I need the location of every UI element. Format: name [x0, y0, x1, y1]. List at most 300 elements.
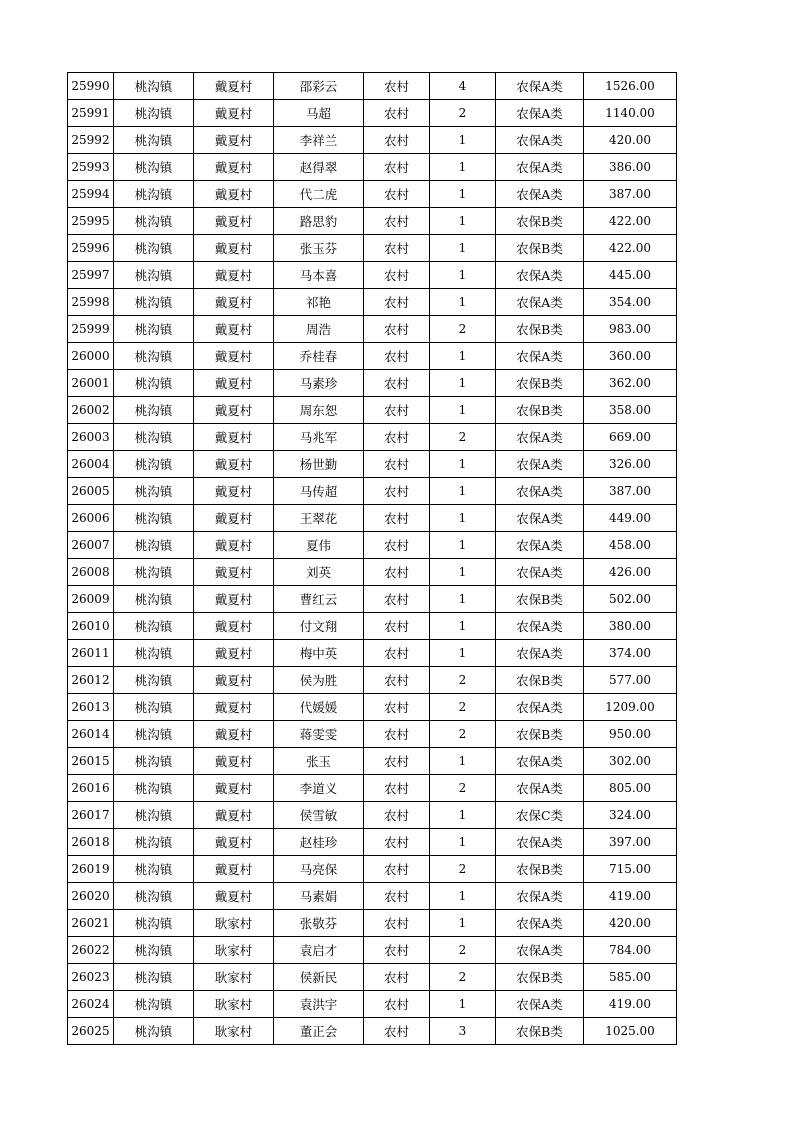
table-row	[68, 559, 677, 586]
cell-id: 26000	[68, 343, 114, 370]
cell-category: 农保B类	[496, 856, 584, 883]
cell-type: 农村	[364, 775, 430, 802]
table-row	[68, 370, 677, 397]
cell-category: 农保A类	[496, 478, 584, 505]
table-row	[68, 883, 677, 910]
cell-count: 3	[430, 1018, 496, 1045]
cell-category: 农保A类	[496, 829, 584, 856]
cell-name: 周浩	[274, 316, 364, 343]
cell-category: 农保B类	[496, 316, 584, 343]
cell-amount: 426.00	[584, 559, 677, 586]
cell-id: 26007	[68, 532, 114, 559]
cell-count: 2	[430, 721, 496, 748]
cell-town: 桃沟镇	[114, 397, 194, 424]
cell-type: 农村	[364, 559, 430, 586]
cell-id: 25993	[68, 154, 114, 181]
cell-amount: 362.00	[584, 370, 677, 397]
cell-village: 耿家村	[194, 991, 274, 1018]
cell-id: 25996	[68, 235, 114, 262]
cell-town: 桃沟镇	[114, 505, 194, 532]
cell-count: 1	[430, 910, 496, 937]
cell-town: 桃沟镇	[114, 100, 194, 127]
cell-name: 马本喜	[274, 262, 364, 289]
cell-village: 戴夏村	[194, 856, 274, 883]
cell-id: 26025	[68, 1018, 114, 1045]
table-row	[68, 397, 677, 424]
cell-village: 耿家村	[194, 964, 274, 991]
cell-type: 农村	[364, 235, 430, 262]
cell-amount: 302.00	[584, 748, 677, 775]
cell-town: 桃沟镇	[114, 694, 194, 721]
cell-category: 农保B类	[496, 667, 584, 694]
cell-amount: 784.00	[584, 937, 677, 964]
cell-amount: 669.00	[584, 424, 677, 451]
table-row	[68, 775, 677, 802]
table-row	[68, 910, 677, 937]
cell-category: 农保C类	[496, 802, 584, 829]
cell-count: 1	[430, 208, 496, 235]
cell-village: 戴夏村	[194, 829, 274, 856]
cell-village: 戴夏村	[194, 451, 274, 478]
cell-town: 桃沟镇	[114, 829, 194, 856]
cell-category: 农保A类	[496, 181, 584, 208]
cell-village: 戴夏村	[194, 262, 274, 289]
cell-name: 侯雪敏	[274, 802, 364, 829]
cell-amount: 422.00	[584, 208, 677, 235]
cell-town: 桃沟镇	[114, 316, 194, 343]
cell-town: 桃沟镇	[114, 937, 194, 964]
cell-name: 祁艳	[274, 289, 364, 316]
cell-type: 农村	[364, 748, 430, 775]
cell-count: 1	[430, 586, 496, 613]
cell-name: 赵桂珍	[274, 829, 364, 856]
cell-count: 1	[430, 883, 496, 910]
cell-type: 农村	[364, 100, 430, 127]
cell-type: 农村	[364, 937, 430, 964]
cell-count: 1	[430, 397, 496, 424]
cell-count: 1	[430, 613, 496, 640]
cell-amount: 449.00	[584, 505, 677, 532]
cell-town: 桃沟镇	[114, 856, 194, 883]
cell-village: 耿家村	[194, 1018, 274, 1045]
cell-village: 戴夏村	[194, 289, 274, 316]
cell-town: 桃沟镇	[114, 640, 194, 667]
cell-type: 农村	[364, 640, 430, 667]
cell-id: 26024	[68, 991, 114, 1018]
cell-type: 农村	[364, 505, 430, 532]
cell-name: 杨世勤	[274, 451, 364, 478]
cell-name: 蒋雯雯	[274, 721, 364, 748]
cell-amount: 458.00	[584, 532, 677, 559]
cell-id: 26004	[68, 451, 114, 478]
cell-name: 马传超	[274, 478, 364, 505]
table-row	[68, 748, 677, 775]
cell-category: 农保B类	[496, 964, 584, 991]
cell-type: 农村	[364, 208, 430, 235]
cell-town: 桃沟镇	[114, 73, 194, 100]
cell-amount: 354.00	[584, 289, 677, 316]
cell-type: 农村	[364, 154, 430, 181]
cell-village: 戴夏村	[194, 883, 274, 910]
cell-name: 邵彩云	[274, 73, 364, 100]
cell-type: 农村	[364, 829, 430, 856]
cell-count: 1	[430, 532, 496, 559]
cell-count: 2	[430, 100, 496, 127]
cell-count: 2	[430, 775, 496, 802]
cell-village: 戴夏村	[194, 694, 274, 721]
cell-amount: 420.00	[584, 910, 677, 937]
cell-type: 农村	[364, 694, 430, 721]
cell-name: 刘英	[274, 559, 364, 586]
table-row	[68, 1018, 677, 1045]
cell-village: 戴夏村	[194, 397, 274, 424]
cell-village: 戴夏村	[194, 667, 274, 694]
table-row	[68, 343, 677, 370]
cell-id: 26015	[68, 748, 114, 775]
cell-name: 侯为胜	[274, 667, 364, 694]
cell-name: 路思豹	[274, 208, 364, 235]
table-row	[68, 640, 677, 667]
cell-name: 李道义	[274, 775, 364, 802]
cell-type: 农村	[364, 721, 430, 748]
cell-town: 桃沟镇	[114, 154, 194, 181]
cell-town: 桃沟镇	[114, 613, 194, 640]
table-row	[68, 856, 677, 883]
cell-id: 26020	[68, 883, 114, 910]
cell-village: 戴夏村	[194, 316, 274, 343]
cell-category: 农保A类	[496, 451, 584, 478]
cell-town: 桃沟镇	[114, 289, 194, 316]
cell-category: 农保A类	[496, 640, 584, 667]
cell-name: 周东恕	[274, 397, 364, 424]
cell-name: 赵得翠	[274, 154, 364, 181]
cell-category: 农保A类	[496, 343, 584, 370]
cell-count: 1	[430, 181, 496, 208]
table-row	[68, 937, 677, 964]
cell-amount: 585.00	[584, 964, 677, 991]
table-row	[68, 316, 677, 343]
table-row	[68, 964, 677, 991]
cell-type: 农村	[364, 424, 430, 451]
cell-town: 桃沟镇	[114, 262, 194, 289]
cell-type: 农村	[364, 289, 430, 316]
cell-id: 25991	[68, 100, 114, 127]
cell-town: 桃沟镇	[114, 208, 194, 235]
cell-name: 代二虎	[274, 181, 364, 208]
cell-type: 农村	[364, 532, 430, 559]
cell-count: 1	[430, 802, 496, 829]
cell-village: 戴夏村	[194, 73, 274, 100]
table-row	[68, 694, 677, 721]
cell-id: 26006	[68, 505, 114, 532]
cell-type: 农村	[364, 802, 430, 829]
cell-id: 26011	[68, 640, 114, 667]
cell-amount: 1209.00	[584, 694, 677, 721]
cell-name: 张玉芬	[274, 235, 364, 262]
cell-id: 26005	[68, 478, 114, 505]
table-row	[68, 586, 677, 613]
cell-count: 4	[430, 73, 496, 100]
cell-id: 26008	[68, 559, 114, 586]
cell-category: 农保A类	[496, 613, 584, 640]
cell-village: 戴夏村	[194, 100, 274, 127]
cell-id: 26013	[68, 694, 114, 721]
table-row	[68, 613, 677, 640]
cell-village: 戴夏村	[194, 235, 274, 262]
cell-count: 2	[430, 964, 496, 991]
cell-amount: 360.00	[584, 343, 677, 370]
cell-name: 马兆军	[274, 424, 364, 451]
cell-village: 戴夏村	[194, 721, 274, 748]
cell-id: 25992	[68, 127, 114, 154]
cell-town: 桃沟镇	[114, 181, 194, 208]
cell-name: 曹红云	[274, 586, 364, 613]
cell-village: 戴夏村	[194, 154, 274, 181]
cell-category: 农保A类	[496, 505, 584, 532]
cell-type: 农村	[364, 613, 430, 640]
cell-name: 付文翔	[274, 613, 364, 640]
cell-village: 戴夏村	[194, 208, 274, 235]
cell-category: 农保A类	[496, 100, 584, 127]
cell-amount: 805.00	[584, 775, 677, 802]
cell-id: 25990	[68, 73, 114, 100]
cell-type: 农村	[364, 316, 430, 343]
cell-id: 26019	[68, 856, 114, 883]
cell-amount: 422.00	[584, 235, 677, 262]
cell-town: 桃沟镇	[114, 532, 194, 559]
cell-village: 戴夏村	[194, 802, 274, 829]
cell-id: 26021	[68, 910, 114, 937]
cell-type: 农村	[364, 964, 430, 991]
cell-count: 1	[430, 559, 496, 586]
cell-id: 25999	[68, 316, 114, 343]
cell-category: 农保B类	[496, 235, 584, 262]
cell-count: 1	[430, 343, 496, 370]
cell-category: 农保B类	[496, 208, 584, 235]
cell-count: 1	[430, 451, 496, 478]
cell-id: 26009	[68, 586, 114, 613]
table-row	[68, 100, 677, 127]
cell-type: 农村	[364, 181, 430, 208]
cell-category: 农保B类	[496, 586, 584, 613]
cell-town: 桃沟镇	[114, 127, 194, 154]
cell-amount: 397.00	[584, 829, 677, 856]
table-row	[68, 721, 677, 748]
cell-name: 李祥兰	[274, 127, 364, 154]
cell-count: 1	[430, 235, 496, 262]
cell-count: 1	[430, 640, 496, 667]
cell-count: 1	[430, 127, 496, 154]
table-row	[68, 424, 677, 451]
cell-name: 夏伟	[274, 532, 364, 559]
cell-village: 耿家村	[194, 937, 274, 964]
cell-type: 农村	[364, 343, 430, 370]
cell-village: 戴夏村	[194, 343, 274, 370]
cell-id: 26001	[68, 370, 114, 397]
cell-type: 农村	[364, 883, 430, 910]
cell-village: 耿家村	[194, 910, 274, 937]
cell-town: 桃沟镇	[114, 478, 194, 505]
cell-amount: 577.00	[584, 667, 677, 694]
cell-town: 桃沟镇	[114, 910, 194, 937]
cell-category: 农保B类	[496, 370, 584, 397]
cell-count: 2	[430, 856, 496, 883]
cell-town: 桃沟镇	[114, 991, 194, 1018]
cell-amount: 950.00	[584, 721, 677, 748]
table-row	[68, 181, 677, 208]
cell-town: 桃沟镇	[114, 235, 194, 262]
table-row	[68, 478, 677, 505]
cell-type: 农村	[364, 127, 430, 154]
cell-town: 桃沟镇	[114, 775, 194, 802]
cell-village: 戴夏村	[194, 586, 274, 613]
cell-amount: 1025.00	[584, 1018, 677, 1045]
cell-name: 马素珍	[274, 370, 364, 397]
cell-id: 26016	[68, 775, 114, 802]
cell-town: 桃沟镇	[114, 370, 194, 397]
cell-amount: 419.00	[584, 991, 677, 1018]
cell-category: 农保A类	[496, 127, 584, 154]
cell-id: 25998	[68, 289, 114, 316]
cell-count: 2	[430, 667, 496, 694]
cell-town: 桃沟镇	[114, 748, 194, 775]
cell-name: 马亮保	[274, 856, 364, 883]
cell-type: 农村	[364, 910, 430, 937]
cell-town: 桃沟镇	[114, 883, 194, 910]
table-row	[68, 532, 677, 559]
cell-category: 农保A类	[496, 154, 584, 181]
cell-count: 1	[430, 748, 496, 775]
cell-category: 农保A类	[496, 910, 584, 937]
cell-amount: 1140.00	[584, 100, 677, 127]
cell-amount: 387.00	[584, 181, 677, 208]
cell-amount: 374.00	[584, 640, 677, 667]
cell-category: 农保B类	[496, 721, 584, 748]
cell-town: 桃沟镇	[114, 802, 194, 829]
cell-amount: 324.00	[584, 802, 677, 829]
cell-village: 戴夏村	[194, 532, 274, 559]
cell-id: 26014	[68, 721, 114, 748]
cell-village: 戴夏村	[194, 559, 274, 586]
cell-count: 1	[430, 154, 496, 181]
cell-amount: 326.00	[584, 451, 677, 478]
cell-name: 张玉	[274, 748, 364, 775]
cell-amount: 420.00	[584, 127, 677, 154]
table-row	[68, 991, 677, 1018]
cell-type: 农村	[364, 397, 430, 424]
cell-count: 2	[430, 694, 496, 721]
cell-name: 梅中英	[274, 640, 364, 667]
cell-town: 桃沟镇	[114, 451, 194, 478]
cell-name: 董正会	[274, 1018, 364, 1045]
cell-type: 农村	[364, 73, 430, 100]
cell-category: 农保A类	[496, 73, 584, 100]
cell-category: 农保A类	[496, 424, 584, 451]
cell-category: 农保B类	[496, 397, 584, 424]
cell-type: 农村	[364, 667, 430, 694]
cell-type: 农村	[364, 1018, 430, 1045]
cell-amount: 419.00	[584, 883, 677, 910]
cell-id: 26012	[68, 667, 114, 694]
cell-type: 农村	[364, 586, 430, 613]
cell-amount: 502.00	[584, 586, 677, 613]
cell-id: 26023	[68, 964, 114, 991]
cell-name: 马超	[274, 100, 364, 127]
cell-count: 1	[430, 829, 496, 856]
cell-village: 戴夏村	[194, 370, 274, 397]
cell-name: 袁洪宇	[274, 991, 364, 1018]
cell-category: 农保A类	[496, 289, 584, 316]
cell-amount: 983.00	[584, 316, 677, 343]
cell-category: 农保B类	[496, 1018, 584, 1045]
cell-id: 26017	[68, 802, 114, 829]
cell-category: 农保A类	[496, 748, 584, 775]
table-row	[68, 451, 677, 478]
cell-id: 26002	[68, 397, 114, 424]
cell-category: 农保A类	[496, 883, 584, 910]
cell-amount: 1526.00	[584, 73, 677, 100]
table-row	[68, 235, 677, 262]
table-row	[68, 154, 677, 181]
cell-name: 袁启才	[274, 937, 364, 964]
cell-type: 农村	[364, 478, 430, 505]
cell-type: 农村	[364, 370, 430, 397]
table-body	[68, 73, 677, 1045]
cell-category: 农保A类	[496, 262, 584, 289]
cell-count: 1	[430, 991, 496, 1018]
cell-id: 26022	[68, 937, 114, 964]
cell-name: 马素娟	[274, 883, 364, 910]
cell-category: 农保A类	[496, 937, 584, 964]
cell-amount: 387.00	[584, 478, 677, 505]
cell-count: 2	[430, 424, 496, 451]
cell-id: 26003	[68, 424, 114, 451]
cell-village: 戴夏村	[194, 613, 274, 640]
cell-count: 2	[430, 937, 496, 964]
cell-village: 戴夏村	[194, 748, 274, 775]
cell-village: 戴夏村	[194, 640, 274, 667]
cell-type: 农村	[364, 856, 430, 883]
cell-amount: 380.00	[584, 613, 677, 640]
table-row	[68, 802, 677, 829]
cell-id: 25995	[68, 208, 114, 235]
cell-town: 桃沟镇	[114, 586, 194, 613]
cell-village: 戴夏村	[194, 127, 274, 154]
cell-amount: 445.00	[584, 262, 677, 289]
table-row	[68, 127, 677, 154]
cell-id: 26018	[68, 829, 114, 856]
cell-town: 桃沟镇	[114, 964, 194, 991]
cell-count: 1	[430, 289, 496, 316]
cell-id: 26010	[68, 613, 114, 640]
cell-count: 1	[430, 262, 496, 289]
cell-category: 农保A类	[496, 694, 584, 721]
cell-amount: 358.00	[584, 397, 677, 424]
cell-town: 桃沟镇	[114, 343, 194, 370]
cell-village: 戴夏村	[194, 775, 274, 802]
cell-category: 农保A类	[496, 559, 584, 586]
cell-name: 乔桂春	[274, 343, 364, 370]
cell-name: 侯新民	[274, 964, 364, 991]
table-row	[68, 73, 677, 100]
cell-amount: 715.00	[584, 856, 677, 883]
cell-village: 戴夏村	[194, 505, 274, 532]
cell-count: 1	[430, 478, 496, 505]
table-row	[68, 289, 677, 316]
cell-name: 王翠花	[274, 505, 364, 532]
cell-name: 代媛媛	[274, 694, 364, 721]
cell-town: 桃沟镇	[114, 424, 194, 451]
